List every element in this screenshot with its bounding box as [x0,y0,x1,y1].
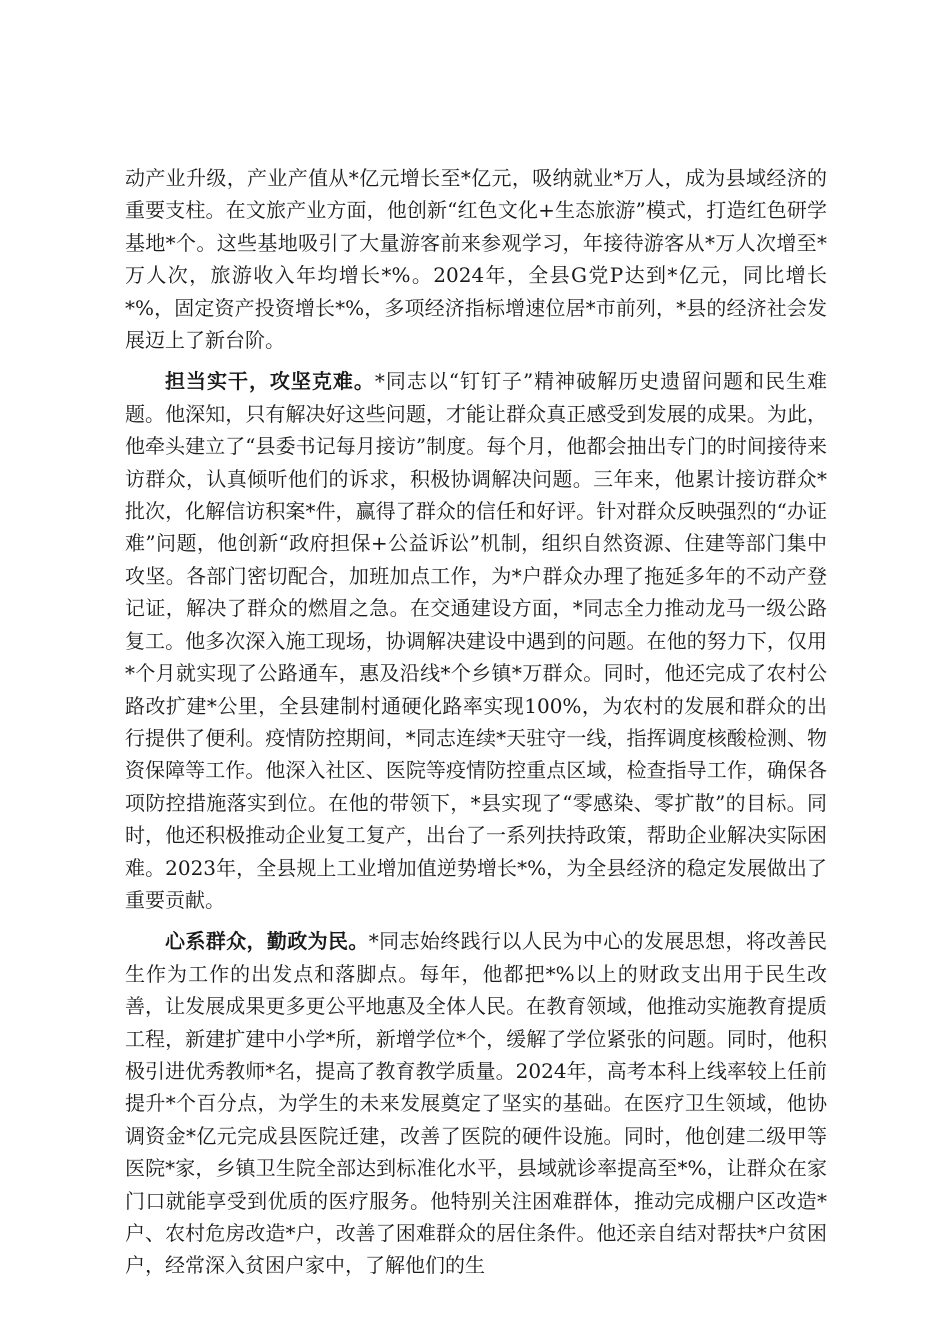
paragraph-3-lead: 心系群众，勤政为民。 [165,929,369,954]
paragraph-1 [125,162,827,356]
paragraph-2 [125,365,827,916]
paragraph-2-lead: 担当实干，攻坚克难。 [165,369,375,394]
document-body [125,162,827,1291]
paragraph-2-text: *同志以“钉钉子”精神破解历史遗留问题和民生难题。他深知，只有解决好这些问题，才能让群众真正感受到发展的成果。为此，他牵头建立了“县委书记每月接访”制度。每个月，他都会抽出专门的时间接待来访群众，认真倾听他们的诉求，积极协调解决问题。三年来，他累计接访群众*批次，化解信访积案*件，赢得了群众的信任和好评。针对群众反映强烈的“办证难”问题，他创新“政府担保+公益诉讼”机制，组织自然资源、住建等部门集中攻坚。各部门密切配合，加班加点工作，为*户群众办理了拖延多年的不动产登记证，解决了群众的燃眉之急。在交通建设方面，*同志全力推动龙马一级公路复工。他多次深入施工现场，协调解决建设中遇到的问题。在他的努力下，仅用*个月就实现了公路通车，惠及沿线*个乡镇*万群众。同时，他还完成了农村公路改扩建*公里，全县建制村通硬化路率实现100%，为农村的发展和群众的出行提供了便利。疫情防控期间，*同志连续*天驻守一线，指挥调度核酸检测、物资保障等工作。他深入社区、医院等疫情防控重点区域，检查指导工作，确保各项防控措施落实到位。在他的带领下，*县实现了“零感染、零扩散”的目标。同时，他还积极推动企业复工复产，出台了一系列扶持政策，帮助企业解决实际困难。2023年，全县规上工业增加值逆势增长*%，为全县经济的稳定发展做出了重要贡献。 [125,369,827,912]
paragraph-1-text: 动产业升级，产业产值从*亿元增长至*亿元，吸纳就业*万人，成为县域经济的重要支柱。在文旅产业方面，他创新“红色文化+生态旅游”模式，打造红色研学基地*个。这些基地吸引了大量游客前来参观学习，年接待游客从*万人次增至*万人次，旅游收入年均增长*%。2024年，全县G党P达到*亿元，同比增长*%，固定资产投资增长*%，多项经济指标增速位居*市前列，*县的经济社会发展迈上了新台阶。 [125,166,827,353]
paragraph-3-text: *同志始终践行以人民为中心的发展思想，将改善民生作为工作的出发点和落脚点。每年，他都把*%以上的财政支出用于民生改善，让发展成果更多更公平地惠及全体人民。在教育领域，他推动实施教育提质工程，新建扩建中小学*所，新增学位*个，缓解了学位紧张的问题。同时，他积极引进优秀教师*名，提高了教育教学质量。2024年，高考本科上线率较上任前提升*个百分点，为学生的未来发展奠定了坚实的基础。在医疗卫生领域，他协调资金*亿元完成县医院迁建，改善了医院的硬件设施。同时，他创建二级甲等医院*家，乡镇卫生院全部达到标准化水平，县域就诊率提高至*%，让群众在家门口就能享受到优质的医疗服务。他特别关注困难群体，推动完成棚户区改造*户、农村危房改造*户，改善了困难群众的居住条件。他还亲自结对帮扶*户贫困户，经常深入贫困户家中，了解他们的生 [125,929,827,1278]
paragraph-3 [125,925,827,1281]
